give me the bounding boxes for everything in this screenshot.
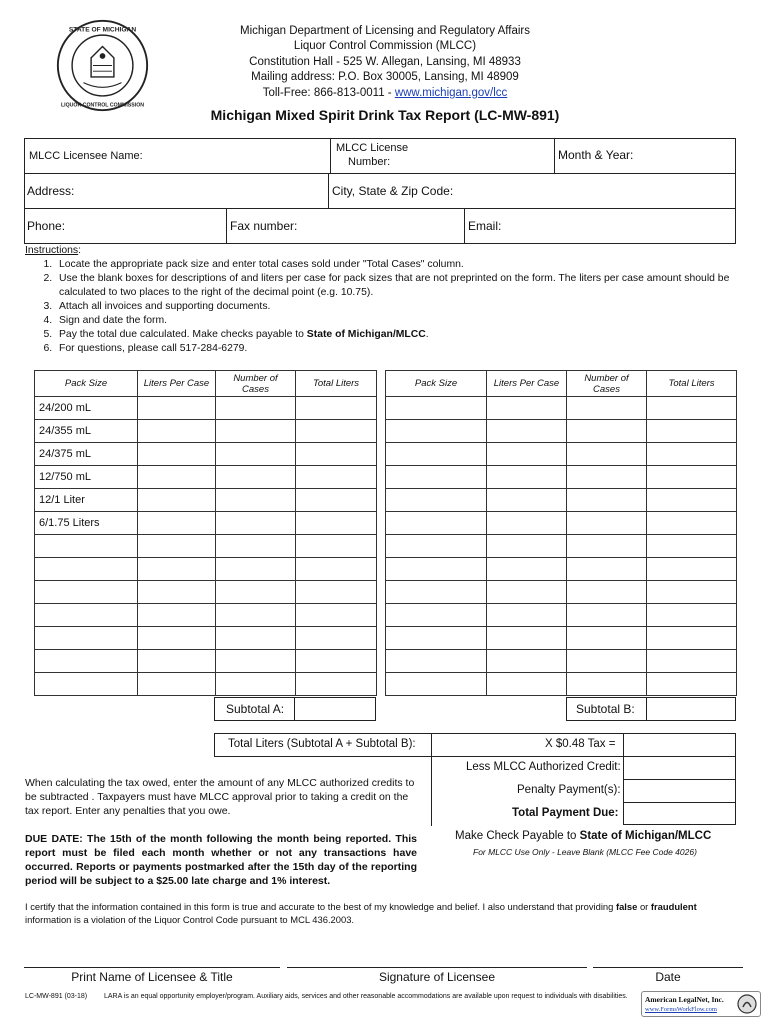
pack-size-cell[interactable] <box>386 535 487 558</box>
number-of-cases-cell[interactable] <box>216 650 296 673</box>
table-row <box>35 535 377 558</box>
total-payment-field[interactable] <box>624 803 735 824</box>
number-of-cases-cell[interactable] <box>567 512 647 535</box>
make-check-text: Make Check Payable to <box>455 830 580 842</box>
total-liters-cell[interactable] <box>647 535 737 558</box>
table-row <box>386 558 737 581</box>
liters-per-case-cell[interactable] <box>138 535 216 558</box>
pack-size-cell: 24/355 mL <box>35 420 138 443</box>
pack-size-cell: 12/1 Liter <box>35 489 138 512</box>
tax-amount-field[interactable] <box>624 734 735 756</box>
total-liters-cell[interactable] <box>647 627 737 650</box>
number-of-cases-cell[interactable] <box>216 397 296 420</box>
instruction-item: 6. For questions, please call 517-284-6279. <box>55 342 745 356</box>
penalty-label: Penalty Payment(s): <box>517 784 621 796</box>
liters-per-case-cell[interactable] <box>487 627 567 650</box>
tollfree-line <box>150 86 620 101</box>
instructions-colon: : <box>78 245 82 256</box>
total-liters-cell[interactable] <box>296 512 377 535</box>
number-of-cases-cell[interactable] <box>567 535 647 558</box>
divider <box>328 173 329 209</box>
liters-per-case-cell[interactable] <box>138 650 216 673</box>
contact-row <box>24 208 736 244</box>
total-liters-cell[interactable] <box>647 420 737 443</box>
subtotal-a-field[interactable] <box>295 698 375 720</box>
number-of-cases-cell[interactable] <box>216 604 296 627</box>
certify-text-2: information is a violation of the Liquor Control Code pursuant to MCL 436.2003. <box>25 914 355 925</box>
instruction-item: 3. Attach all invoices and supporting documents. <box>55 300 745 314</box>
number-of-cases-cell[interactable] <box>567 558 647 581</box>
date-line[interactable] <box>593 967 743 968</box>
table-row <box>386 627 737 650</box>
number-of-cases-cell[interactable] <box>567 650 647 673</box>
pack-size-cell[interactable] <box>35 604 138 627</box>
make-check-payee: State of Michigan/MLCC <box>579 830 712 842</box>
total-liters-cell[interactable] <box>647 489 737 512</box>
liters-per-case-cell[interactable] <box>138 397 216 420</box>
month-year-field[interactable]: Month & Year: <box>558 148 634 162</box>
instruction-period: . <box>425 329 429 340</box>
liters-per-case-cell[interactable] <box>487 673 567 696</box>
pack-size-cell[interactable] <box>386 512 487 535</box>
signature-line[interactable] <box>287 967 587 968</box>
instruction-item: 1. Locate the appropriate pack size and enter total cases sold under "Total Cases" column. <box>55 258 745 272</box>
mlcc-seal-logo <box>55 18 150 113</box>
col-number-of-cases: Number of Cases <box>567 371 647 397</box>
total-liters-cell[interactable] <box>296 466 377 489</box>
liters-per-case-cell[interactable] <box>487 397 567 420</box>
table-row <box>35 558 377 581</box>
total-liters-cell[interactable] <box>296 443 377 466</box>
table-row <box>35 673 377 696</box>
col-total-liters: Total Liters <box>647 371 737 397</box>
number-of-cases-cell[interactable] <box>216 558 296 581</box>
pack-size-cell[interactable] <box>35 535 138 558</box>
tollfree-number: Toll-Free: 866-813-0011 - <box>262 86 395 99</box>
pack-size-cell: 24/375 mL <box>35 443 138 466</box>
certify-fraudulent: fraudulent <box>650 901 697 912</box>
total-liters-cell[interactable] <box>647 604 737 627</box>
divider <box>431 756 432 826</box>
table-row <box>386 535 737 558</box>
license-number-field[interactable]: Number: <box>348 156 391 168</box>
date-label: Date <box>655 970 681 984</box>
number-of-cases-cell[interactable] <box>567 581 647 604</box>
divider <box>330 138 331 174</box>
divider <box>554 138 555 174</box>
liters-per-case-cell[interactable] <box>138 443 216 466</box>
eeo-statement: LARA is an equal opportunity employer/program. Auxiliary aids, services and other reasonable accommodations are available upon request to individuals with disabilities. <box>104 993 628 1000</box>
pack-size-cell[interactable] <box>386 673 487 696</box>
total-liters-cell[interactable] <box>296 673 377 696</box>
fax-field[interactable]: Fax number: <box>230 219 298 233</box>
liters-per-case-cell[interactable] <box>487 489 567 512</box>
total-liters-field[interactable] <box>432 734 542 756</box>
divider <box>226 208 227 244</box>
address-field[interactable]: Address: <box>27 184 75 198</box>
pack-size-cell[interactable] <box>386 581 487 604</box>
liters-per-case-cell[interactable] <box>138 581 216 604</box>
table-row <box>386 466 737 489</box>
liters-per-case-cell[interactable] <box>487 443 567 466</box>
number-of-cases-cell[interactable] <box>567 397 647 420</box>
number-of-cases-cell[interactable] <box>567 673 647 696</box>
total-payment-label: Total Payment Due: <box>512 807 619 819</box>
vendor-logo-icon <box>737 994 757 1014</box>
number-of-cases-cell[interactable] <box>567 443 647 466</box>
liters-per-case-cell[interactable] <box>487 466 567 489</box>
pack-size-cell[interactable] <box>386 489 487 512</box>
number-of-cases-cell[interactable] <box>567 604 647 627</box>
vendor-badge <box>641 991 761 1017</box>
total-liters-cell[interactable] <box>647 443 737 466</box>
table-row <box>35 397 377 420</box>
certify-text: I certify that the information contained in this form is true and accurate to the best of my knowledge and belief. I also understand that providing <box>25 901 616 912</box>
pack-size-cell[interactable] <box>386 397 487 420</box>
pack-size-table-right <box>385 370 737 696</box>
total-liters-cell[interactable] <box>647 558 737 581</box>
form-title: Michigan Mixed Spirit Drink Tax Report (LC-MW-891) <box>210 107 560 123</box>
number-of-cases-cell[interactable] <box>216 466 296 489</box>
instruction-item: 4. Sign and date the form. <box>55 314 745 328</box>
vendor-name: American LegalNet, Inc. <box>645 995 724 1004</box>
pack-size-cell[interactable] <box>35 673 138 696</box>
instruction-item <box>55 328 745 342</box>
col-number-of-cases: Number of Cases <box>216 371 296 397</box>
tax-rate-label: X $0.48 Tax = <box>545 738 616 750</box>
pack-size-cell[interactable] <box>386 558 487 581</box>
table-row <box>386 489 737 512</box>
total-liters-cell[interactable] <box>647 581 737 604</box>
liters-per-case-cell[interactable] <box>487 420 567 443</box>
pack-size-cell[interactable] <box>35 558 138 581</box>
agency-header <box>150 24 620 101</box>
total-liters-cell[interactable] <box>296 397 377 420</box>
liters-per-case-cell[interactable] <box>138 512 216 535</box>
liters-per-case-cell[interactable] <box>138 466 216 489</box>
number-of-cases-cell[interactable] <box>216 512 296 535</box>
liters-per-case-cell[interactable] <box>487 512 567 535</box>
svg-text:LIQUOR CONTROL COMMISSION: LIQUOR CONTROL COMMISSION <box>60 102 145 109</box>
licensee-name-field[interactable]: MLCC Licensee Name: <box>29 150 143 162</box>
pack-size-cell[interactable] <box>386 627 487 650</box>
credit-note: When calculating the tax owed, enter the amount of any MLCC authorized credits to be subtracted . Taxpayers must have MLCC approval prior to taking a credit on the tax report. Enter any penalties that you owe. <box>25 777 415 817</box>
total-liters-cell[interactable] <box>296 604 377 627</box>
liters-per-case-cell[interactable] <box>487 558 567 581</box>
liters-per-case-cell[interactable] <box>138 627 216 650</box>
pack-size-cell: 24/200 mL <box>35 397 138 420</box>
col-liters-per-case: Liters Per Case <box>487 371 567 397</box>
total-liters-cell[interactable] <box>296 627 377 650</box>
table-row <box>35 443 377 466</box>
total-liters-cell[interactable] <box>296 420 377 443</box>
number-of-cases-cell[interactable] <box>567 420 647 443</box>
less-credit-field[interactable] <box>624 757 735 778</box>
total-liters-label: Total Liters (Subtotal A + Subtotal B): <box>228 738 416 750</box>
mlcc-use-only: For MLCC Use Only - Leave Blank (MLCC Fee Code 4026) <box>473 847 697 857</box>
liters-per-case-cell[interactable] <box>487 604 567 627</box>
pack-size-cell[interactable] <box>386 443 487 466</box>
pack-size-cell[interactable] <box>35 581 138 604</box>
website-link[interactable]: www.michigan.gov/lcc <box>394 86 508 99</box>
phone-field[interactable]: Phone: <box>27 219 66 233</box>
instructions-heading-text: Instructions <box>25 245 79 256</box>
total-liters-cell[interactable] <box>647 673 737 696</box>
instruction-item: 2. Use the blank boxes for descriptions of and liters per case for pack sizes that are not preprinted on the form. The liters per case amount should be calculated to two places to the right of the decimal point (e.g. 10.75). <box>55 272 745 300</box>
vendor-url[interactable]: www.FormsWorkFlow.com <box>645 1006 717 1013</box>
number-of-cases-cell[interactable] <box>216 627 296 650</box>
table-row <box>386 604 737 627</box>
mailing-address: Mailing address: P.O. Box 30005, Lansing, MI 48909 <box>251 71 519 84</box>
number-of-cases-cell[interactable] <box>216 535 296 558</box>
subtotal-b-label: Subtotal B: <box>576 702 635 716</box>
instructions-heading <box>25 244 745 258</box>
liters-per-case-cell[interactable] <box>138 673 216 696</box>
number-of-cases-cell[interactable] <box>216 489 296 512</box>
due-date-note: DUE DATE: The 15th of the month following the month being reported. This report must be filed each month whether or not any transactions have occurred. Reports or payments postmarked after the 15th day of the reporting period will be subject to a $25.00 late charge and 1% interest. <box>25 833 417 887</box>
total-liters-cell[interactable] <box>296 581 377 604</box>
liters-per-case-cell[interactable] <box>138 420 216 443</box>
table-row <box>35 627 377 650</box>
penalty-field[interactable] <box>624 780 735 801</box>
table-row <box>35 512 377 535</box>
pack-size-cell: 12/750 mL <box>35 466 138 489</box>
pack-size-cell[interactable] <box>35 627 138 650</box>
table-row <box>386 673 737 696</box>
table-row <box>35 581 377 604</box>
less-credit-label: Less MLCC Authorized Credit: <box>466 761 621 773</box>
number-of-cases-cell[interactable] <box>216 420 296 443</box>
print-name-line[interactable] <box>24 967 280 968</box>
total-liters-cell[interactable] <box>647 397 737 420</box>
certification <box>25 900 745 926</box>
total-liters-cell[interactable] <box>296 489 377 512</box>
table-row <box>35 420 377 443</box>
email-field[interactable]: Email: <box>468 219 502 233</box>
pack-size-cell[interactable] <box>386 650 487 673</box>
pack-size-cell[interactable] <box>35 650 138 673</box>
pack-size-cell: 6/1.75 Liters <box>35 512 138 535</box>
liters-per-case-cell[interactable] <box>138 604 216 627</box>
number-of-cases-cell[interactable] <box>216 443 296 466</box>
payable-to: State of Michigan/MLCC <box>306 329 426 340</box>
total-liters-cell[interactable] <box>296 535 377 558</box>
print-name-label: Print Name of Licensee & Title <box>71 970 233 984</box>
make-check-payable <box>455 830 711 842</box>
license-number-label-1: MLCC License <box>336 142 409 154</box>
table-row <box>386 650 737 673</box>
subtotal-b-field[interactable] <box>647 698 735 720</box>
table-row <box>35 604 377 627</box>
table-row <box>35 650 377 673</box>
table-row <box>386 512 737 535</box>
number-of-cases-cell[interactable] <box>216 581 296 604</box>
certify-false: false <box>615 901 638 912</box>
total-liters-cell[interactable] <box>647 466 737 489</box>
total-liters-cell[interactable] <box>647 650 737 673</box>
form-code: LC-MW-891 (03-18) <box>25 993 88 1000</box>
number-of-cases-cell[interactable] <box>567 466 647 489</box>
street-address: Constitution Hall - 525 W. Allegan, Lansing, MI 48933 <box>249 55 521 68</box>
dept-name: Michigan Department of Licensing and Regulatory Affairs <box>239 25 530 37</box>
number-of-cases-cell[interactable] <box>216 673 296 696</box>
number-of-cases-cell[interactable] <box>567 489 647 512</box>
number-of-cases-cell[interactable] <box>567 627 647 650</box>
signature-label: Signature of Licensee <box>378 970 496 984</box>
pack-size-cell[interactable] <box>386 466 487 489</box>
col-pack-size: Pack Size <box>35 371 138 397</box>
certify-or: or <box>637 901 651 912</box>
total-liters-cell[interactable] <box>647 512 737 535</box>
subtotal-a-label: Subtotal A: <box>226 702 285 716</box>
divider <box>464 208 465 244</box>
pack-size-table-left <box>34 370 377 696</box>
liters-per-case-cell[interactable] <box>138 489 216 512</box>
table-row <box>386 443 737 466</box>
liters-per-case-cell[interactable] <box>487 535 567 558</box>
table-row <box>35 466 377 489</box>
commission-name: Liquor Control Commission (MLCC) <box>293 40 477 53</box>
table-row <box>386 581 737 604</box>
col-total-liters: Total Liters <box>296 371 377 397</box>
total-liters-cell[interactable] <box>296 558 377 581</box>
total-liters-cell[interactable] <box>296 650 377 673</box>
city-state-zip-field[interactable]: City, State & Zip Code: <box>332 184 454 198</box>
liters-per-case-cell[interactable] <box>138 558 216 581</box>
pack-size-cell[interactable] <box>386 420 487 443</box>
col-liters-per-case: Liters Per Case <box>138 371 216 397</box>
instruction-text: Pay the total due calculated. Make checks payable to <box>59 329 307 340</box>
table-row <box>386 420 737 443</box>
pack-size-cell[interactable] <box>386 604 487 627</box>
col-pack-size: Pack Size <box>386 371 487 397</box>
instructions <box>25 244 745 356</box>
liters-per-case-cell[interactable] <box>487 581 567 604</box>
table-row <box>386 397 737 420</box>
table-row <box>35 489 377 512</box>
svg-text:STATE OF MICHIGAN: STATE OF MICHIGAN <box>68 26 137 34</box>
liters-per-case-cell[interactable] <box>487 650 567 673</box>
